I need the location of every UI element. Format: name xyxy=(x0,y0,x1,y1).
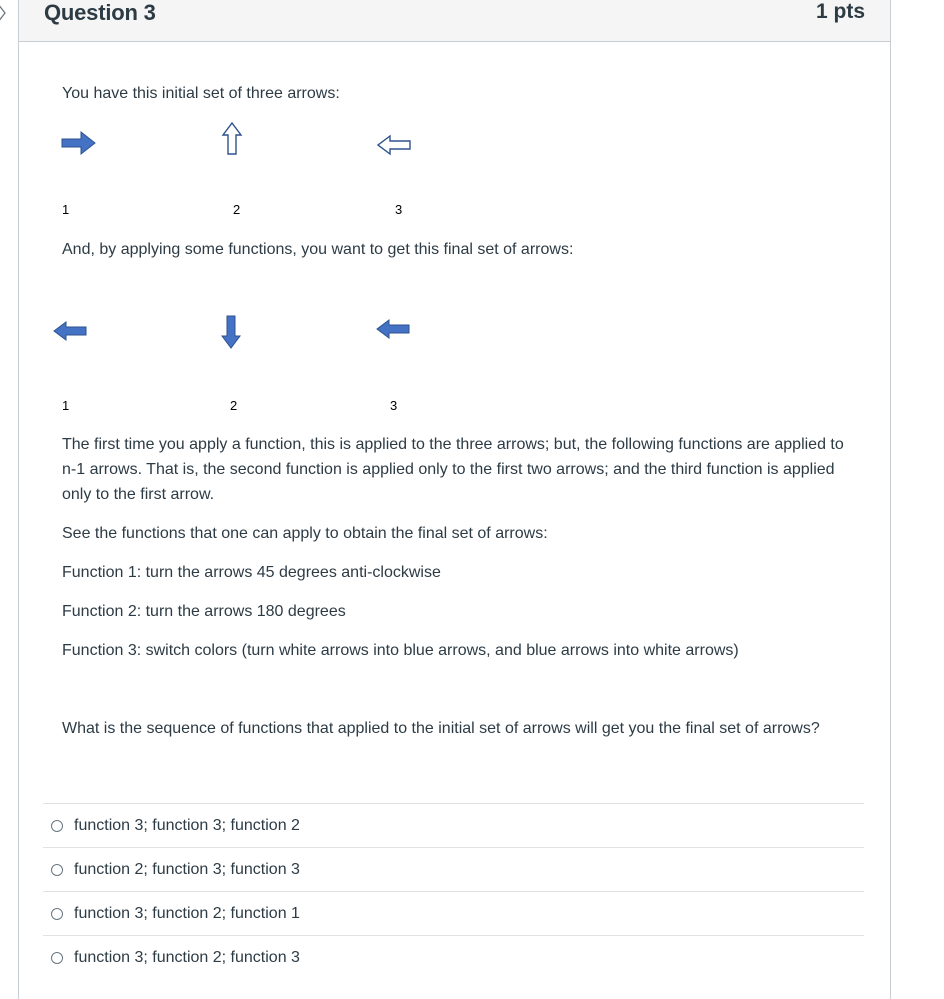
function-3-text: Function 3: switch colors (turn white arrows into blue arrows, and blue arrows into white arrows) xyxy=(62,642,739,659)
answer-option[interactable] xyxy=(43,891,864,935)
answer-label[interactable]: function 3; function 2; function 1 xyxy=(74,904,300,922)
question-points: 1 pts xyxy=(815,0,865,23)
function-2-text: Function 2: turn the arrows 180 degrees xyxy=(62,603,346,620)
initial-label-2: 2 xyxy=(233,202,241,217)
answer-label[interactable]: function 3; function 3; function 2 xyxy=(74,816,300,834)
final-label-1: 1 xyxy=(62,398,70,413)
question-title: Question 3 xyxy=(44,0,156,25)
answer-label[interactable]: function 2; function 3; function 3 xyxy=(74,860,300,878)
answer-option[interactable] xyxy=(43,803,864,847)
question-card xyxy=(18,0,891,999)
radio-button[interactable] xyxy=(51,908,63,920)
function-1-text: Function 1: turn the arrows 45 degrees anti-clockwise xyxy=(62,564,441,581)
functions-intro-text: See the functions that one can apply to obtain the final set of arrows: xyxy=(62,525,548,542)
answer-label[interactable]: function 3; function 2; function 3 xyxy=(74,948,300,966)
arrow-left-white-icon xyxy=(376,133,412,157)
arrow-down-blue-icon xyxy=(220,314,242,350)
radio-button[interactable] xyxy=(51,820,63,832)
initial-label-1: 1 xyxy=(62,202,70,217)
arrow-up-white-icon xyxy=(221,121,243,157)
answer-option[interactable] xyxy=(43,847,864,891)
final-label-2: 2 xyxy=(230,398,238,413)
final-label-3: 3 xyxy=(390,398,398,413)
answer-options xyxy=(43,803,864,979)
answer-option[interactable] xyxy=(43,935,864,979)
radio-button[interactable] xyxy=(51,864,63,876)
intro-text: You have this initial set of three arrows: xyxy=(62,85,340,102)
arrow-left-blue-icon xyxy=(52,319,88,343)
arrow-right-blue-icon xyxy=(61,130,97,156)
initial-label-3: 3 xyxy=(395,202,403,217)
radio-button[interactable] xyxy=(51,952,63,964)
chevron-right-icon[interactable] xyxy=(0,2,8,24)
explanation-text: The first time you apply a function, this is applied to the three arrows; but, the following functions are applied to n-1 arrows. That is, the second function is applied only to the first two arrows; and the third function is applied only to the first arrow. xyxy=(62,436,844,503)
question-header xyxy=(19,0,890,42)
final-intro-text: And, by applying some functions, you want to get this final set of arrows: xyxy=(62,241,574,258)
arrow-left-blue-icon xyxy=(375,317,411,341)
question-prompt: What is the sequence of functions that applied to the initial set of arrows will get you the final set of arrows? xyxy=(62,720,820,737)
